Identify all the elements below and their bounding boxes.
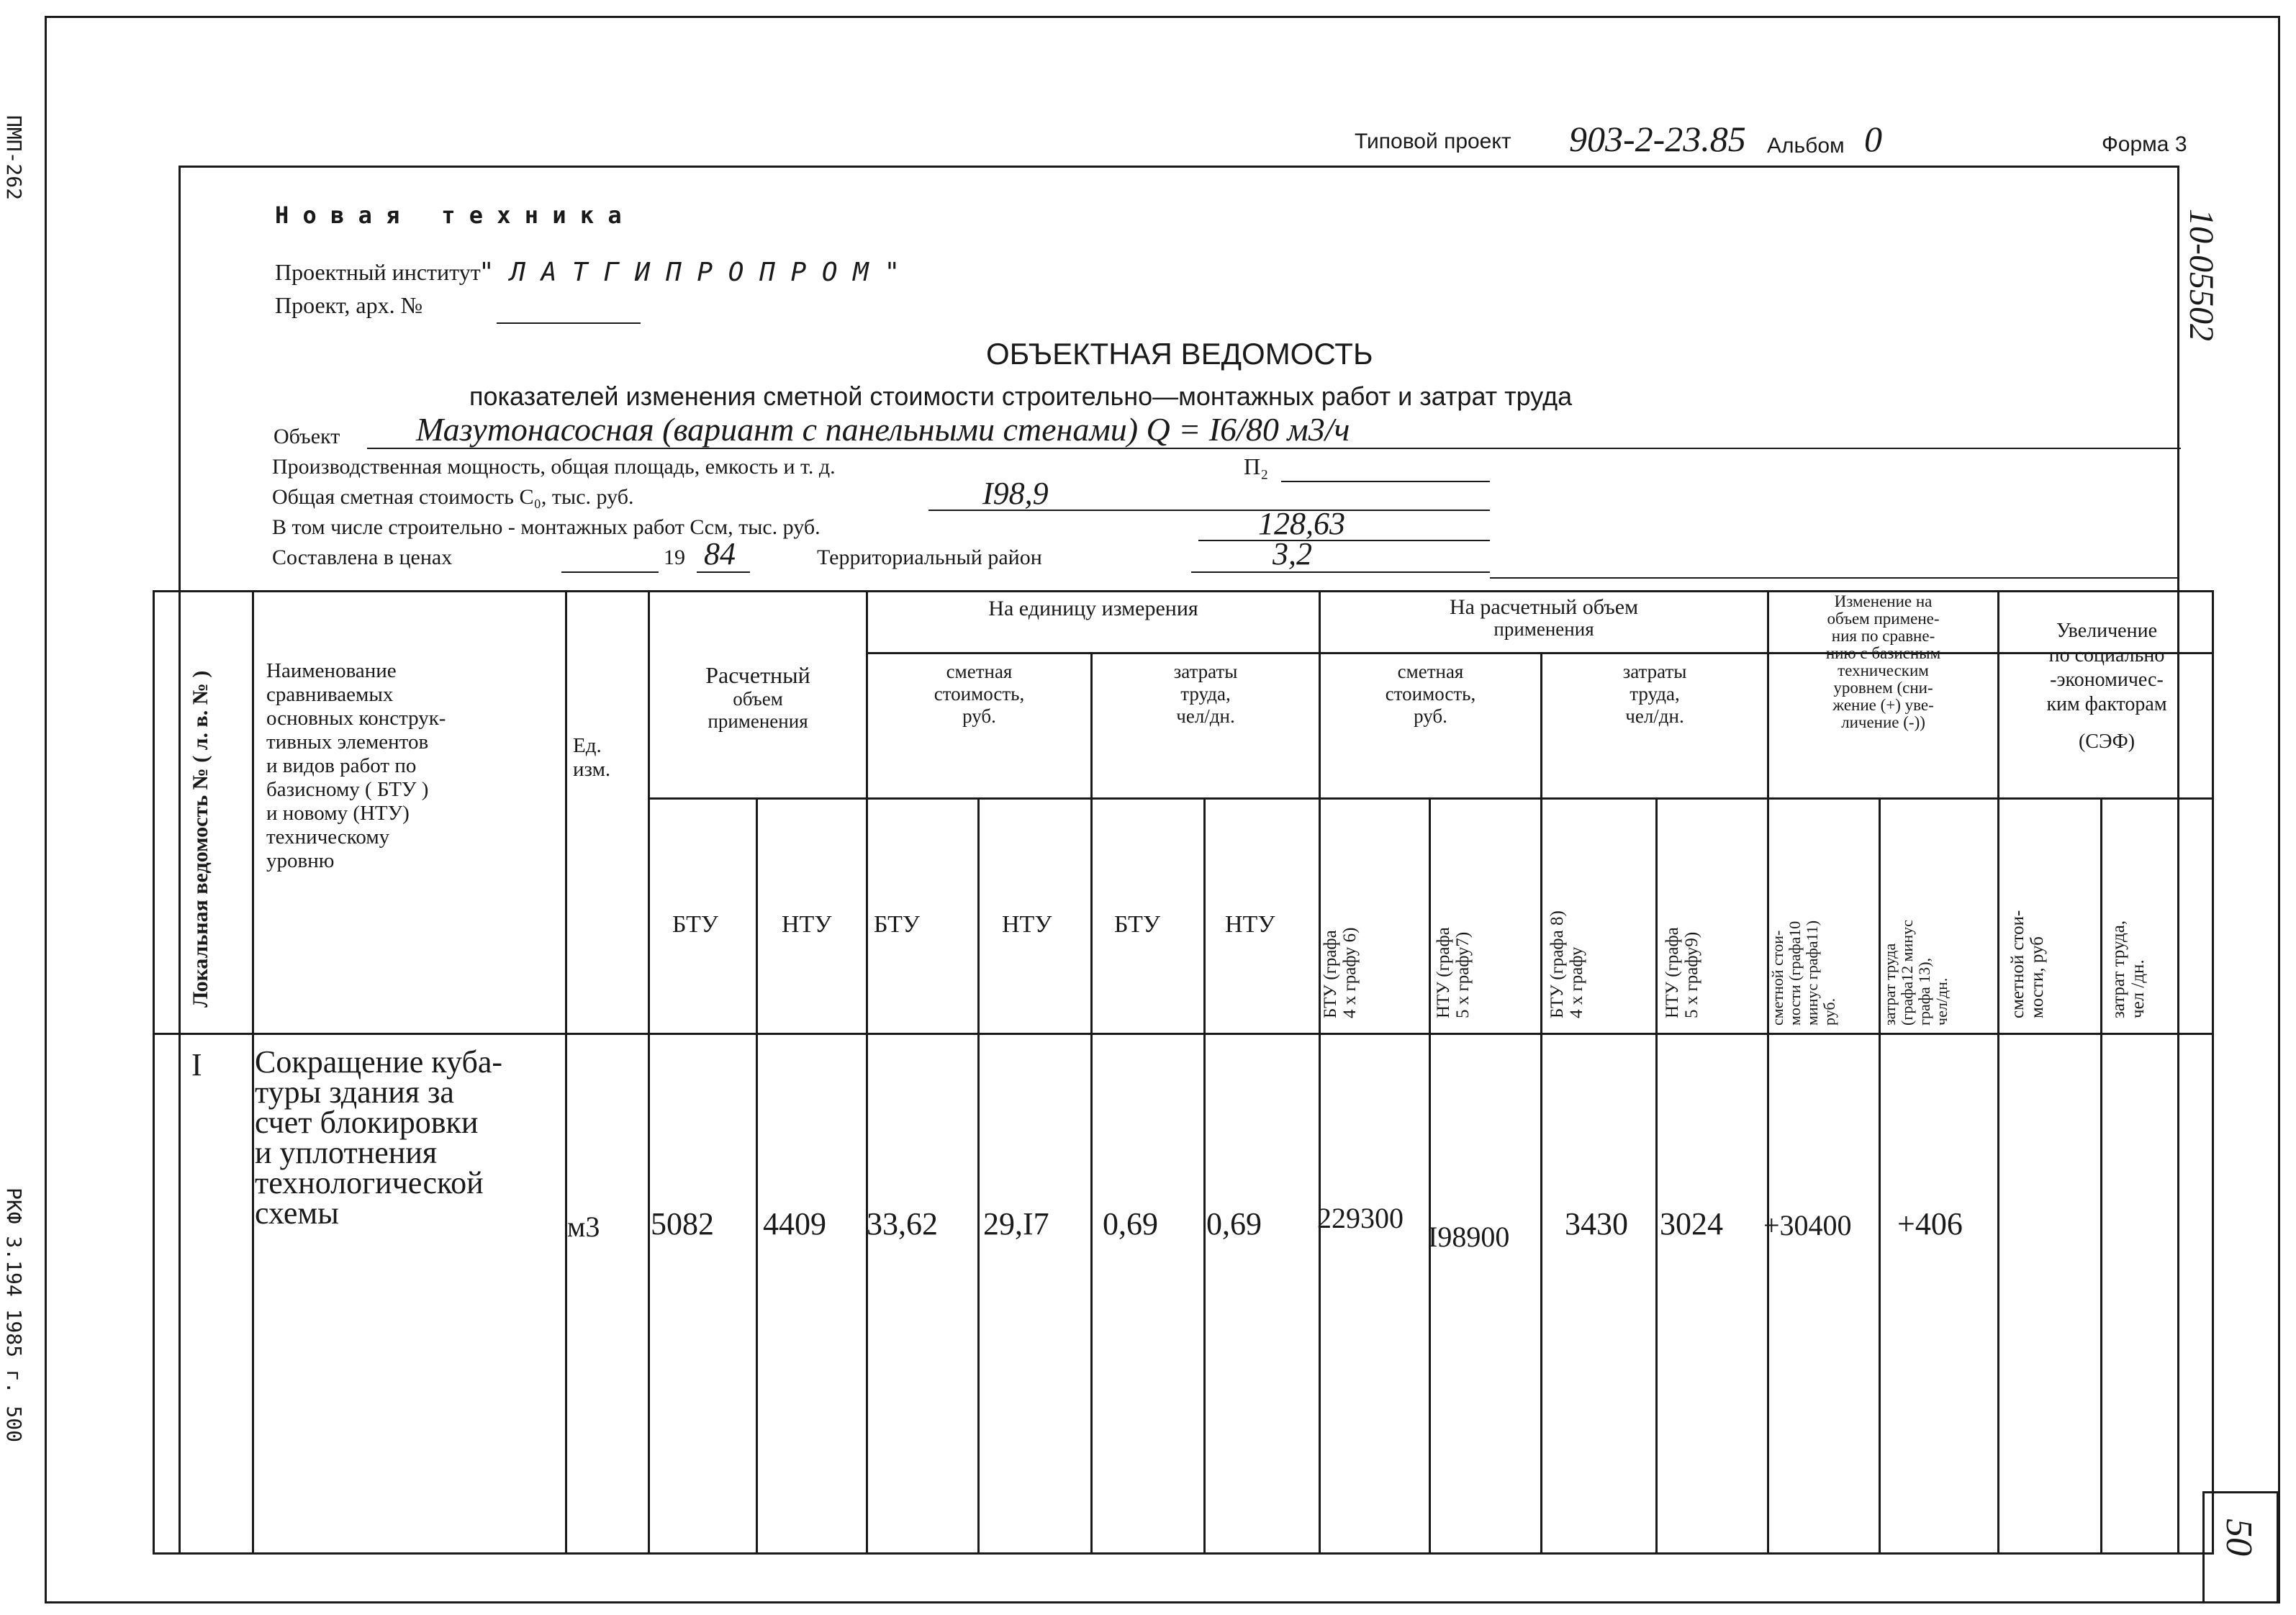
header-name-line: основных конструк- — [266, 707, 446, 730]
col-line-13 — [1767, 590, 1769, 1555]
row-name-line: и уплотнения — [255, 1135, 438, 1170]
header-calc-cost-line: сметная — [1397, 661, 1464, 682]
header-name-line: и видов работ по — [266, 754, 417, 777]
row-calc-cost-ntu: I98900 — [1428, 1221, 1510, 1253]
col-line-6 — [977, 797, 980, 1555]
region-line — [1191, 571, 1490, 573]
total-cost-value: I98,9 — [982, 476, 1049, 511]
smr-label: В том числе строительно - монтажных работ Ссм, тыс. руб. — [272, 515, 821, 539]
col-line-16 — [2100, 797, 2102, 1555]
header-volume — [650, 662, 866, 733]
smr-line — [1198, 540, 1490, 541]
doc-title: ОБЪЕКТНАЯ ВЕДОМОСТЬ — [986, 337, 1373, 371]
header-sef-line: Увеличение — [2056, 620, 2157, 642]
header-calc-labor-line: чел/дн. — [1625, 705, 1684, 727]
header-group-change — [1769, 593, 1997, 731]
header-vol-ntu: НТУ — [782, 911, 832, 938]
rot-line: сметной стои- — [1768, 930, 1786, 1026]
header-calc-labor-line: труда, — [1630, 683, 1680, 705]
row-local-number: I — [191, 1047, 202, 1082]
prices-year-line — [697, 571, 750, 573]
project-label: Типовой проект — [1355, 130, 1511, 153]
row-change-labor: +406 — [1897, 1206, 1963, 1241]
row-cost-ntu: 29,I7 — [983, 1206, 1049, 1241]
header-sef-line: по социально — [2048, 644, 2165, 666]
rot-line: НТУ (графа — [1434, 927, 1453, 1018]
rot-line: графа 13), — [1915, 957, 1933, 1026]
row-calc-labor-ntu: 3024 — [1660, 1206, 1723, 1241]
rot-line: чел /дн. — [2128, 959, 2148, 1018]
header-volume-line: Расчетный — [705, 662, 810, 688]
header-group-calc-volume — [1321, 596, 1767, 641]
header-block-end-line — [1490, 577, 2179, 579]
header-unit-line: Ед. — [573, 734, 602, 757]
rot-line: чел/дн. — [1933, 977, 1951, 1026]
institute-name: " Л А Т Г И П Р О П Р О М " — [479, 258, 900, 287]
rot-line: 5 х графу9) — [1682, 931, 1701, 1018]
object-label: Объект — [274, 425, 340, 448]
col-line-7 — [1090, 652, 1093, 1555]
project-number: 903-2-23.85 — [1569, 119, 1746, 159]
header-calc-cost — [1321, 661, 1540, 728]
header-calc-cost-line: руб. — [1414, 705, 1447, 727]
col-line-9 — [1319, 590, 1321, 1555]
header-change-labor — [1881, 920, 1951, 1026]
project-archive-label: Проект, арх. № — [275, 292, 423, 318]
header-unit-cost-line: руб. — [962, 705, 996, 727]
header-change-line: жение (+) уве- — [1832, 696, 1934, 714]
col-line-8 — [1203, 797, 1206, 1555]
col-line-2 — [565, 590, 567, 1555]
header-change-line: ния по сравне- — [1831, 627, 1935, 645]
header-name-line: и новому (НТУ) — [266, 802, 410, 825]
row-vol-ntu: 4409 — [763, 1206, 826, 1241]
header-calc-ntu-labor — [1663, 927, 1701, 1018]
header-unit-cost-line: сметная — [946, 661, 1013, 682]
row-name — [255, 1044, 503, 1231]
row-name-line: схемы — [255, 1195, 339, 1231]
header-group-sef — [1999, 619, 2214, 754]
col-line-12 — [1655, 797, 1658, 1555]
header-calc-btu-labor — [1547, 910, 1586, 1018]
row-name-line: технологической — [255, 1165, 484, 1200]
rot-line: 4 х графу — [1567, 946, 1586, 1018]
col-line-11 — [1540, 652, 1542, 1555]
header-change-cost — [1769, 920, 1838, 1026]
prices-label: Составлена в ценах — [272, 546, 453, 569]
row-name-line: Сокращение куба- — [255, 1044, 503, 1080]
col-line-14 — [1879, 797, 1881, 1555]
prices-year-prefix: 19 — [664, 546, 685, 569]
rot-line: 4 х графу 6) — [1340, 927, 1360, 1018]
doc-subtitle: показателей изменения сметной стоимости строительно—монтажных работ и затрат труда — [469, 381, 1573, 411]
row-cost-btu: 33,62 — [867, 1206, 938, 1241]
header-name-line: базисному ( БТУ ) — [266, 778, 429, 801]
header-name-line: тивных элементов — [266, 730, 429, 754]
new-tech-title: Н о в а я т е х н и к а — [275, 202, 622, 229]
header-unitlabor-ntu: НТУ — [1225, 911, 1275, 938]
header-change-line: уровнем (сни- — [1833, 679, 1933, 697]
rot-line: затрат труда — [1881, 943, 1899, 1026]
total-cost-label: Общая сметная стоимость С₀, тыс. руб. — [272, 485, 634, 509]
prices-line — [561, 571, 659, 573]
object-line — [367, 448, 2181, 449]
header-name-line: уровню — [266, 849, 335, 872]
header-name-line: техническому — [266, 825, 390, 849]
rot-line: НТУ (графа — [1663, 927, 1682, 1018]
total-cost-line — [928, 510, 1490, 511]
institute-label: Проектный институт — [275, 259, 481, 285]
header-sef-line: -экономичес- — [2050, 669, 2164, 691]
header-sef-abbr: (СЭФ) — [2078, 730, 2135, 753]
header-change-line: Изменение на — [1834, 592, 1933, 610]
object-value: Мазутонасосная (вариант с панельными стенами) Q = I6/80 м3/ч — [416, 411, 1350, 448]
rot-line: мости (графа10 — [1786, 920, 1804, 1026]
header-group-calc-line: На расчетный объем — [1449, 595, 1639, 619]
region-label: Территориальный район — [817, 546, 1042, 569]
page-number: 50 — [2218, 1519, 2259, 1556]
header-calc-labor-line: затраты — [1622, 661, 1687, 682]
prices-year: 84 — [704, 536, 736, 571]
row-unit: м3 — [567, 1211, 600, 1243]
header-calc-labor — [1542, 661, 1767, 728]
header-name — [266, 659, 446, 873]
header-unit-labor-line: труда, — [1180, 683, 1231, 705]
row-labor-btu: 0,69 — [1103, 1206, 1158, 1241]
header-name-line: Наименование — [266, 659, 397, 682]
header-calc-cost-line: стоимость, — [1385, 683, 1476, 705]
header-sef-line: ким факторам — [2046, 693, 2167, 715]
header-sef-cost — [2008, 910, 2047, 1018]
header-unit-line: изм. — [573, 758, 611, 781]
region-value: 3,2 — [1273, 536, 1312, 571]
col-line-1 — [252, 590, 254, 1555]
rot-line: БТУ (графа — [1321, 930, 1340, 1018]
subheader-line — [648, 797, 2214, 800]
table-header-bottom-line — [153, 1033, 2214, 1035]
header-unit-cost-line: стоимость, — [934, 683, 1025, 705]
rot-line: 5 х графу7) — [1453, 931, 1473, 1018]
header-change-line: техническим — [1838, 661, 1929, 679]
rot-line: мости, руб — [2028, 936, 2047, 1018]
rot-line: БТУ (графа 8) — [1547, 910, 1567, 1018]
col-line-10 — [1429, 797, 1431, 1555]
header-unit-labor-line: затраты — [1173, 661, 1238, 682]
rot-line: сметной стои- — [2008, 910, 2028, 1018]
row-name-line: счет блокировки — [255, 1105, 479, 1140]
header-calc-ntu-cost — [1434, 927, 1473, 1018]
right-code: 10-05502 — [2182, 209, 2220, 341]
header-group-calc-line: применения — [1493, 618, 1594, 640]
row-labor-ntu: 0,69 — [1206, 1206, 1262, 1241]
header-unit-labor-line: чел/дн. — [1176, 705, 1235, 727]
project-archive-line — [497, 322, 641, 324]
row-calc-cost-btu: 229300 — [1317, 1202, 1404, 1234]
header-change-line: объем примене- — [1827, 610, 1940, 628]
col-line-5 — [866, 590, 868, 1555]
capacity-symbol: П₂ — [1244, 453, 1269, 479]
header-name-line: сравниваемых — [266, 683, 394, 706]
row-calc-labor-btu: 3430 — [1565, 1206, 1628, 1241]
header-unitcost-ntu: НТУ — [1002, 911, 1052, 938]
col-line-3 — [648, 590, 650, 1555]
header-unitcost-btu: БТУ — [874, 911, 920, 938]
rot-line: минус графа11) — [1803, 920, 1821, 1026]
header-volume-line: объем — [733, 688, 783, 710]
header-calc-btu-cost — [1321, 927, 1360, 1018]
header-change-line: нию с базисным — [1825, 644, 1941, 662]
header-change-line: личение (-)) — [1841, 713, 1925, 731]
header-unitlabor-btu: БТУ — [1114, 911, 1160, 938]
rot-line: руб. — [1820, 998, 1838, 1026]
header-group-per-unit: На единицу измерения — [988, 597, 1198, 620]
smr-value: 128,63 — [1258, 506, 1345, 541]
margin-note-top: ПМП-262 — [2, 115, 26, 201]
header-volume-line: применения — [708, 710, 808, 732]
header-vol-btu: БТУ — [672, 911, 718, 938]
header-sef-labor — [2109, 920, 2148, 1018]
header-unit-labor — [1093, 661, 1319, 728]
row-name-line: туры здания за — [255, 1075, 454, 1110]
capacity-label: Производственная мощность, общая площадь, емкость и т. д. — [272, 455, 836, 479]
col-line-4 — [756, 797, 758, 1555]
header-local-vedomost: Локальная ведомость № ( л. в. № ) — [189, 670, 212, 1008]
row-change-cost: +30400 — [1763, 1209, 1852, 1241]
album-number: 0 — [1864, 119, 1882, 159]
rot-line: (графа12 минус — [1898, 920, 1916, 1026]
album-label: Альбом — [1767, 134, 1845, 158]
capacity-line — [1281, 481, 1490, 482]
row-vol-btu: 5082 — [651, 1206, 714, 1241]
rot-line: затрат труда, — [2109, 920, 2128, 1018]
header-unit-cost — [868, 661, 1090, 728]
header-unit — [573, 734, 610, 782]
margin-note-bottom: РКФ 3.194 1985 г. 500 — [2, 1188, 26, 1443]
form-label: Форма 3 — [2102, 132, 2187, 156]
